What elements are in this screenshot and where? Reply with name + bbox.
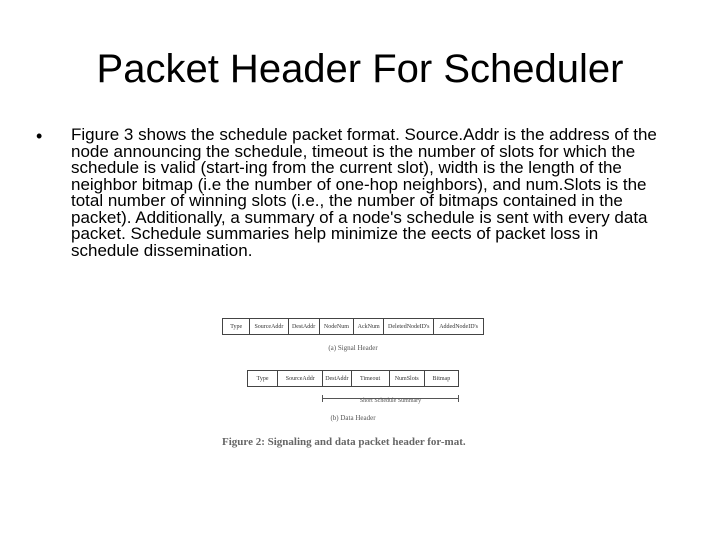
bullet-text: Figure 3 shows the schedule packet format. Source.Addr is the address of the node announcing the schedule, timeout is the number of slots for which the schedule is valid (start-ing from the current slot), width is the length of the neighbor bitmap (i.e the number of one-hop neighbors), and num.Slots is the total number of winning slots (i.e., the number of bitmaps contained in the packet). Additionally, a summary of a node's schedule is sent with every data packet. Schedule summaries help minimize the eects of packet loss in schedule dissemination. bbox=[71, 125, 657, 260]
packet-header-figure bbox=[222, 314, 484, 466]
data-field-numslots: NumSlots bbox=[390, 371, 425, 386]
bullet-marker: • bbox=[36, 126, 43, 146]
data-field-type: Type bbox=[248, 371, 278, 386]
signal-field-deleted: DeletedNodeID's bbox=[384, 319, 434, 334]
data-field-sourceaddr: SourceAddr bbox=[278, 371, 323, 386]
data-header-label: (b) Data Header bbox=[330, 414, 376, 422]
short-summary-label: Short Schedule Summary bbox=[359, 398, 422, 404]
data-header-row bbox=[247, 370, 459, 387]
signal-header-label: (a) Signal Header bbox=[328, 344, 378, 352]
signal-field-added: AddedNodeID's bbox=[439, 323, 478, 330]
signal-field-nodenum: NodeNum bbox=[320, 319, 354, 334]
signal-header-row bbox=[222, 318, 484, 335]
signal-field-acknum: AckNum bbox=[354, 319, 384, 334]
data-field-bitmap: Bitmap bbox=[432, 375, 451, 382]
signal-field-sourceaddr: SourceAddr bbox=[250, 319, 288, 334]
data-field-destaddr: DestAddr bbox=[323, 371, 351, 386]
figure-caption: Figure 2: Signaling and data packet header for-mat. bbox=[222, 436, 466, 448]
signal-field-destaddr: DestAddr bbox=[289, 319, 320, 334]
signal-field-type: Type bbox=[223, 319, 250, 334]
slide-title: Packet Header For Scheduler bbox=[96, 47, 624, 91]
data-field-timeout: Timeout bbox=[352, 371, 390, 386]
